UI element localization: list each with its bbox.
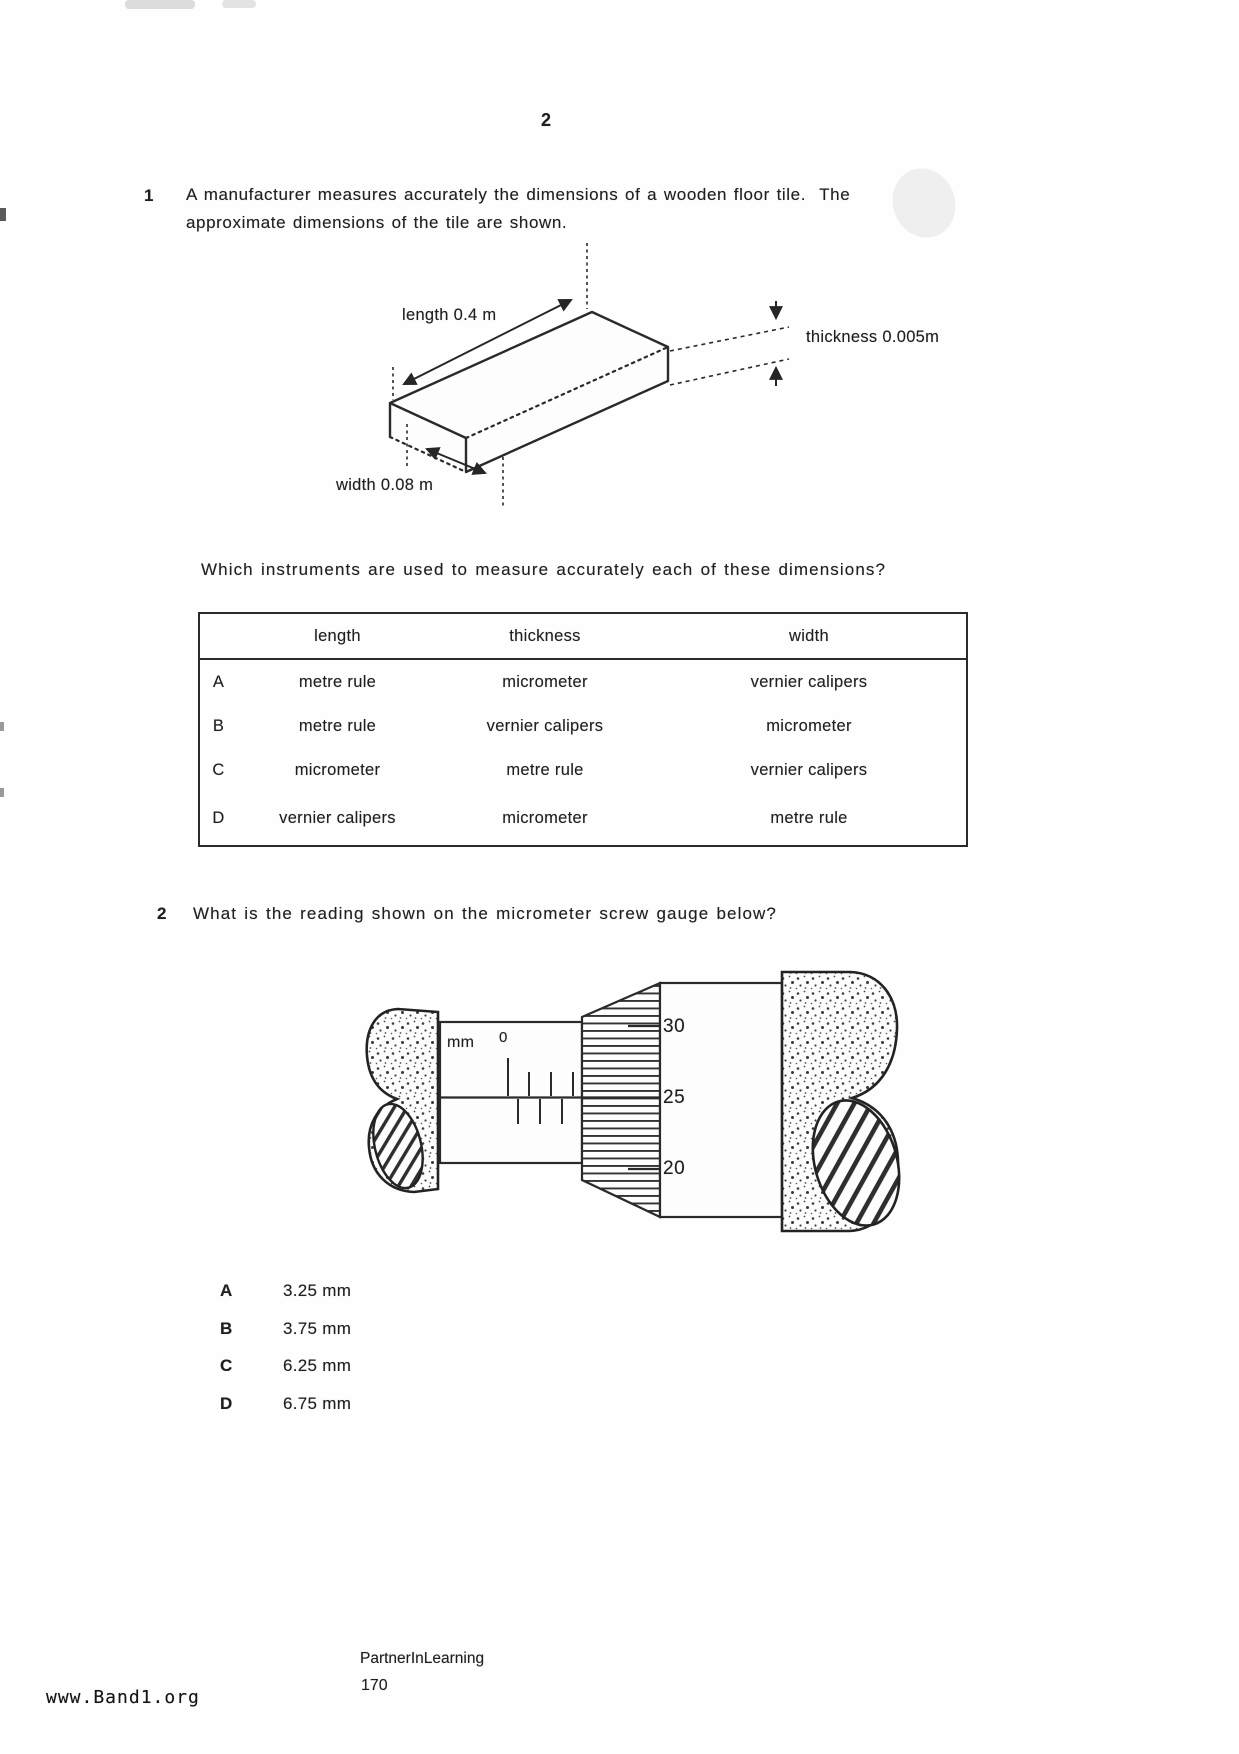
option-letter: C xyxy=(220,1356,233,1375)
table-cell: micrometer xyxy=(502,672,588,691)
table-header-row xyxy=(199,613,967,659)
table-cell: metre rule xyxy=(298,716,377,735)
tile-solid xyxy=(390,312,668,472)
option-letter: D xyxy=(220,1394,233,1413)
thimble-cone xyxy=(582,983,660,1217)
table-cell: micrometer xyxy=(294,760,381,779)
main-scale-zero-label: 0 xyxy=(499,1029,508,1046)
question-2-number: 2 xyxy=(157,904,167,923)
table-cell: vernier calipers xyxy=(486,716,604,735)
scan-artifact xyxy=(883,160,965,247)
option-value: 3.75 mm xyxy=(283,1319,352,1338)
table-row xyxy=(199,748,967,792)
table-header-length: length xyxy=(237,613,438,659)
table-cell: metre rule xyxy=(298,672,377,691)
option-value: 6.75 mm xyxy=(283,1394,352,1413)
scan-artifact xyxy=(0,788,4,797)
option-letter: B xyxy=(220,1319,233,1338)
thimble-label-25: 25 xyxy=(663,1087,686,1108)
table-cell: vernier calipers xyxy=(279,809,396,827)
table-row xyxy=(199,792,967,846)
scan-artifact xyxy=(0,208,6,221)
page-number: 2 xyxy=(541,110,552,130)
micrometer-diagram xyxy=(360,955,920,1255)
question-1-prompt-line2: approximate dimensions of the tile are shown. xyxy=(186,213,568,232)
thimble-label-20: 20 xyxy=(663,1158,686,1179)
ratchet-knob xyxy=(782,972,913,1236)
length-label: length 0.4 m xyxy=(402,306,497,324)
question-1-number: 1 xyxy=(144,186,154,205)
footer-brand: PartnerInLearning xyxy=(360,1650,485,1667)
scan-artifact xyxy=(125,0,195,9)
mm-unit-label: mm xyxy=(447,1034,475,1051)
question-2-text: What is the reading shown on the micrometer screw gauge below? xyxy=(193,904,777,923)
table-header-thickness: thickness xyxy=(438,613,652,659)
table-corner-cell xyxy=(199,613,237,659)
footer-page-ref: 170 xyxy=(361,1677,388,1694)
width-label: width 0.08 m xyxy=(336,476,434,494)
thimble-label-30: 30 xyxy=(663,1016,686,1037)
question-1-text: Which instruments are used to measure accurately each of these dimensions? xyxy=(201,560,887,579)
table-cell: micrometer xyxy=(766,716,852,735)
row-letter: A xyxy=(212,672,225,691)
frame-lock-nut xyxy=(365,1009,438,1193)
table-cell: micrometer xyxy=(502,809,588,827)
table-row xyxy=(199,659,967,704)
option-value: 6.25 mm xyxy=(283,1356,352,1375)
row-letter: C xyxy=(212,760,225,779)
row-letter: B xyxy=(212,716,225,735)
scan-artifact xyxy=(0,722,4,731)
table-cell: vernier calipers xyxy=(750,760,868,779)
table-cell: vernier calipers xyxy=(750,672,868,691)
thickness-label: thickness 0.005m xyxy=(806,328,940,346)
table-cell: metre rule xyxy=(506,760,584,779)
question-1-prompt-line1: A manufacturer measures accurately the dimensions of a wooden floor tile. The xyxy=(186,185,851,204)
option-value: 3.25 mm xyxy=(283,1281,352,1300)
table-cell: metre rule xyxy=(770,809,848,827)
row-letter: D xyxy=(212,809,225,827)
scan-artifact xyxy=(222,0,256,8)
instrument-table xyxy=(198,612,968,847)
option-letter: A xyxy=(220,1281,233,1300)
table-header-width: width xyxy=(652,613,967,659)
thickness-dimension xyxy=(670,301,789,386)
footer-website: www.Band1.org xyxy=(46,1687,200,1708)
table-row xyxy=(199,704,967,748)
